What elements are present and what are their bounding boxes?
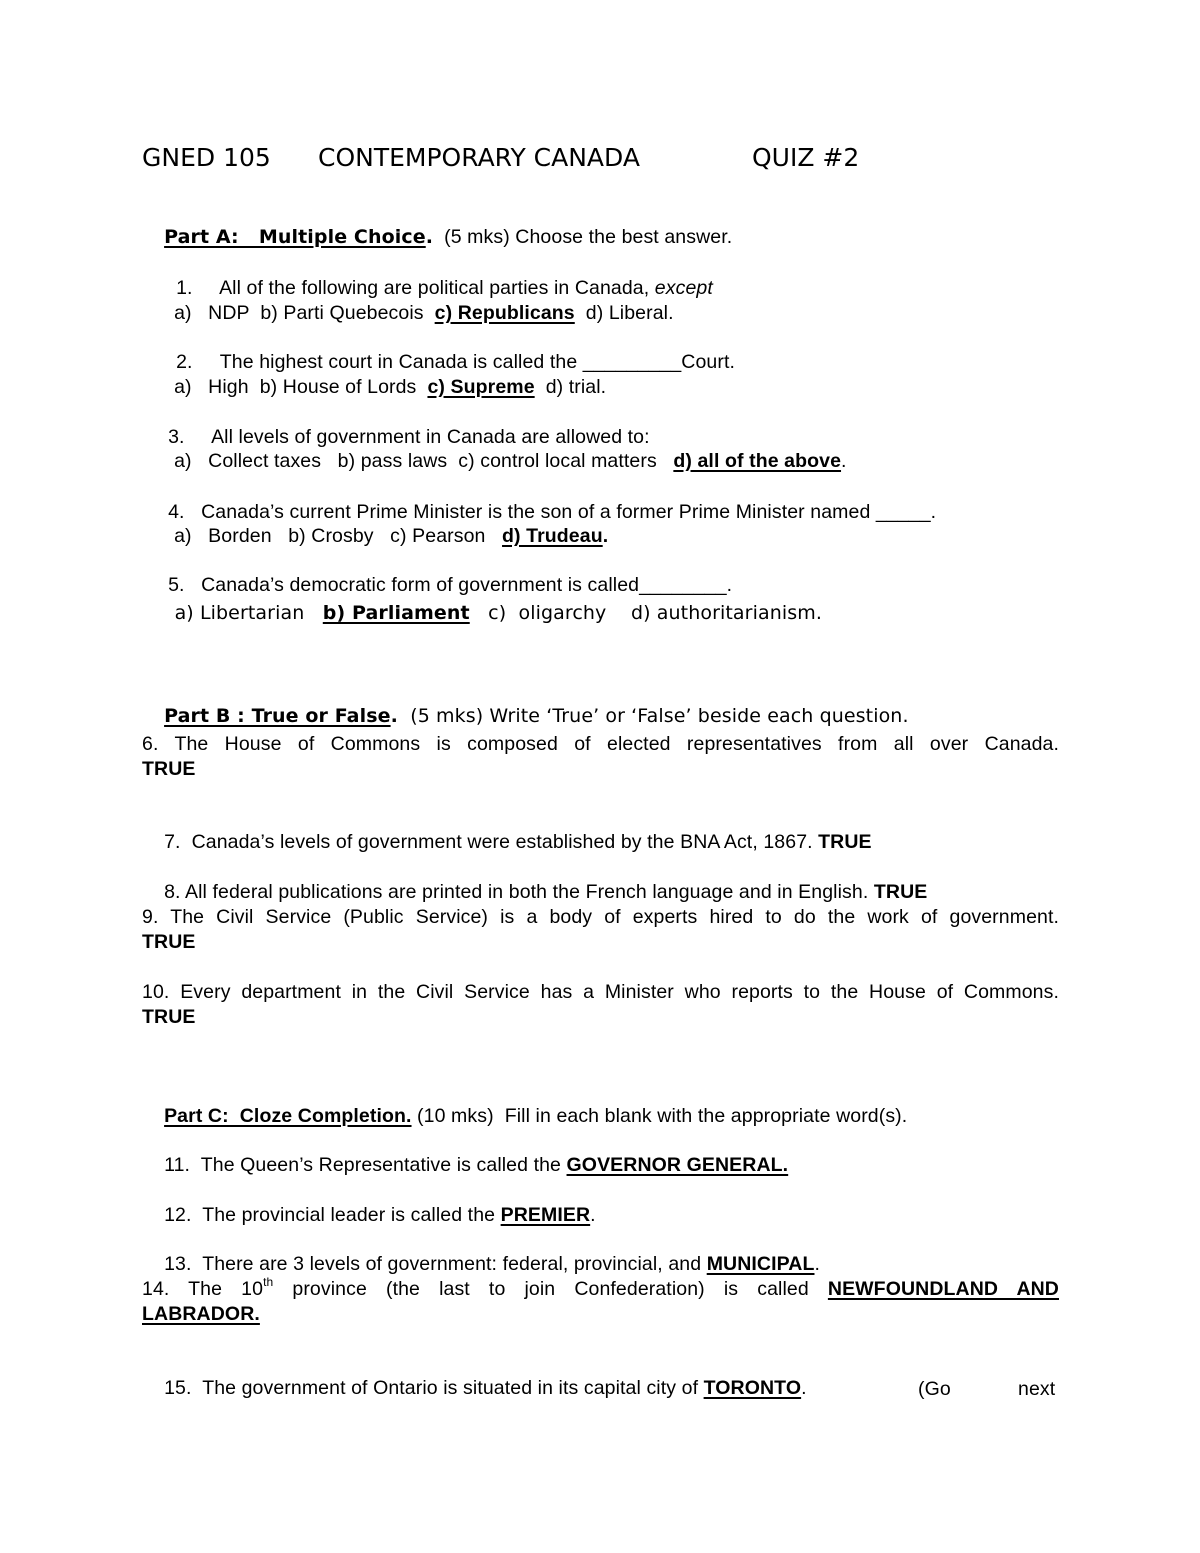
- correct-answer: c) Supreme: [427, 376, 535, 398]
- question-text: Canada’s levels of government were established by the BNA Act, 1867.: [191, 831, 819, 853]
- question-text-italic: except: [654, 277, 713, 299]
- question-number: 13.: [164, 1253, 192, 1275]
- question-text: There are 3 levels of government: federal, provincial, and: [202, 1253, 707, 1275]
- question-number: 3.: [168, 426, 185, 448]
- options-rest: c) oligarchy d) authoritarianism.: [469, 602, 822, 624]
- course-code: GNED 105: [142, 143, 271, 172]
- question-number: 7.: [164, 831, 181, 853]
- question-10-answer: TRUE: [142, 1006, 196, 1028]
- question-5-options: [150, 577, 822, 649]
- question-answer-line1: NEWFOUNDLAND AND: [827, 1278, 1059, 1300]
- question-text: The Civil Service (Public Service) is a body of experts hired to do the work of government.: [170, 906, 1059, 928]
- question-answer: TRUE: [818, 831, 872, 853]
- part-a-heading: Part A: Multiple Choice: [164, 226, 426, 248]
- question-14: [142, 1274, 1059, 1301]
- question-14-answer-line2: LABRADOR.: [142, 1303, 260, 1325]
- part-c-instructions: (10 mks) Fill in each blank with the appropriate word(s).: [411, 1105, 908, 1127]
- question-answer: MUNICIPAL: [706, 1253, 815, 1275]
- part-c-heading: Part C: Cloze Completion.: [164, 1105, 412, 1127]
- part-a-heading-dot: .: [425, 226, 434, 248]
- footer-go: (Go: [918, 1378, 951, 1400]
- question-15: [142, 1352, 807, 1424]
- question-number: 11.: [164, 1154, 191, 1176]
- question-number: 8.: [164, 881, 181, 903]
- part-a-instructions: (5 mks) Choose the best answer.: [433, 226, 733, 248]
- question-number: 2.: [176, 351, 193, 373]
- question-answer: GOVERNOR GENERAL.: [566, 1154, 789, 1176]
- question-text: The Queen’s Representative is called the: [200, 1154, 567, 1176]
- question-9: [142, 905, 1059, 929]
- question-number: 14.: [142, 1278, 170, 1300]
- question-6: [142, 732, 1059, 756]
- options-text: a) Collect taxes b) pass laws c) control local matters: [174, 450, 674, 472]
- options-rest: d) Liberal.: [574, 302, 674, 324]
- question-number: 9.: [142, 906, 159, 928]
- question-after: .: [590, 1204, 596, 1226]
- question-text: The provincial leader is called the: [202, 1204, 501, 1226]
- question-number: 10.: [142, 981, 170, 1003]
- question-answer: TRUE: [873, 881, 928, 903]
- options-text: a) High b) House of Lords: [174, 376, 428, 398]
- question-number: 5.: [168, 574, 185, 596]
- correct-answer: d) Trudeau: [502, 525, 603, 547]
- part-b-heading-dot: .: [390, 705, 398, 727]
- part-b-instructions: (5 mks) Write ‘True’ or ‘False’ beside each question.: [397, 705, 909, 727]
- correct-answer: b) Parliament: [322, 602, 470, 624]
- options-text: a) NDP b) Parti Quebecois: [174, 302, 435, 324]
- question-text: The government of Ontario is situated in its capital city of: [202, 1377, 704, 1399]
- question-number: 15.: [164, 1377, 192, 1399]
- options-text: a) Libertarian: [174, 602, 323, 624]
- question-text-pre: The 10: [188, 1278, 264, 1300]
- question-number: 4.: [168, 501, 185, 523]
- question-answer: TORONTO: [703, 1377, 802, 1399]
- part-b-heading: Part B : True or False: [164, 705, 391, 727]
- question-9-answer: TRUE: [142, 931, 196, 953]
- question-number: 12.: [164, 1204, 192, 1226]
- question-after: .: [814, 1253, 821, 1275]
- options-text: a) Borden b) Crosby c) Pearson: [174, 525, 503, 547]
- quiz-number: QUIZ #2: [752, 143, 860, 172]
- footer-next: next: [1018, 1378, 1056, 1400]
- question-text: All of the following are political parties in Canada,: [219, 277, 655, 299]
- question-text: Canada’s current Prime Minister is the son of a former Prime Minister named _____.: [201, 501, 937, 523]
- question-after: .: [801, 1377, 807, 1399]
- correct-answer: d) all of the above: [673, 450, 842, 472]
- ordinal-suffix: th: [263, 1274, 274, 1289]
- question-text: province (the last to join Confederation) is called: [273, 1278, 809, 1300]
- question-number: 6.: [142, 733, 159, 755]
- course-name: CONTEMPORARY CANADA: [318, 143, 640, 172]
- options-rest: .: [602, 525, 609, 547]
- question-10: [142, 980, 1059, 1004]
- question-text: All levels of government in Canada are allowed to:: [211, 426, 650, 448]
- options-rest: d) trial.: [534, 376, 607, 398]
- question-6-answer: TRUE: [142, 758, 196, 780]
- question-text: Canada’s democratic form of government is called________.: [201, 574, 733, 596]
- question-text: Every department in the Civil Service has a Minister who reports to the House of Commons.: [180, 981, 1059, 1003]
- question-text: The House of Commons is composed of elected representatives from all over Canada.: [174, 733, 1059, 755]
- question-answer: PREMIER: [500, 1204, 591, 1226]
- question-text: The highest court in Canada is called the _________Court.: [219, 351, 736, 373]
- correct-answer: c) Republicans: [434, 302, 575, 324]
- question-text: All federal publications are printed in both the French language and in English.: [185, 881, 874, 903]
- question-number: 1.: [176, 277, 193, 299]
- options-rest: .: [841, 450, 847, 472]
